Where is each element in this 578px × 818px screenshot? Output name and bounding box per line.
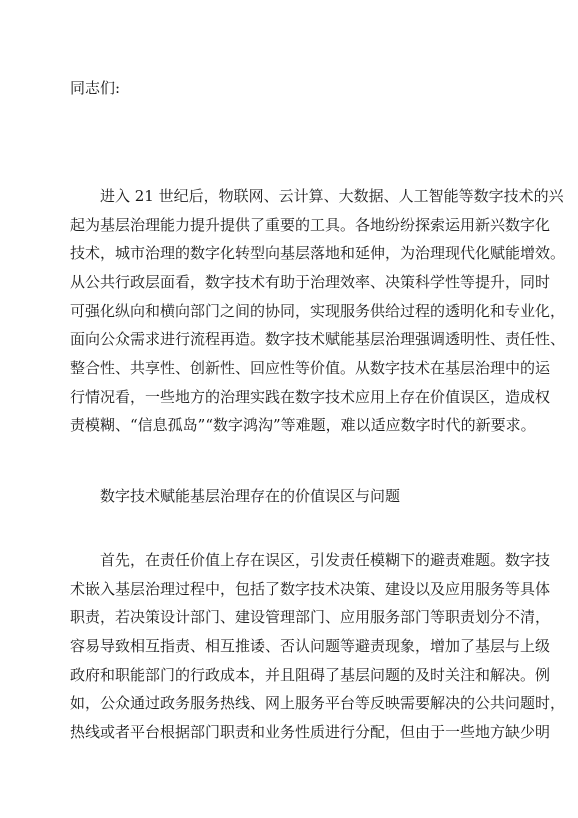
paragraph-line: 技术，城市治理的数字化转型向基层落地和延伸，为治理现代化赋能增效。	[70, 244, 566, 262]
paragraph-line: 如，公众通过政务服务热线、网上服务平台等反映需要解决的公共问题时，	[70, 694, 566, 712]
paragraph-line: 从公共行政层面看，数字技术有助于治理效率、决策科学性等提升，同时	[70, 273, 551, 291]
paragraph-line: 可强化纵向和横向部门之间的协同，实现服务供给过程的透明化和专业化，	[70, 302, 566, 320]
section-heading: 数字技术赋能基层治理存在的价值误区与问题	[100, 487, 401, 505]
salutation: 同志们:	[70, 79, 121, 97]
paragraph-line: 起为基层治理能力提升提供了重要的工具。各地纷纷探索运用新兴数字化	[70, 216, 551, 234]
paragraph-line: 行情况看，一些地方的治理实践在数字技术应用上存在价值误区，造成权	[70, 388, 551, 406]
paragraph-line: 首先，在责任价值上存在误区，引发责任模糊下的避责难题。数字技	[70, 551, 551, 569]
paragraph-line: 术嵌入基层治理过程中，包括了数字技术决策、建设以及应用服务等具体	[70, 580, 551, 598]
paragraph-line: 职责，若决策设计部门、建设管理部门、应用服务部门等职责划分不清，	[70, 608, 551, 626]
paragraph-line: 面向公众需求进行流程再造。数字技术赋能基层治理强调透明性、责任性、	[70, 330, 566, 348]
paragraph-line: 容易导致相互指责、相互推诿、否认问题等避责现象，增加了基层与上级	[70, 637, 551, 655]
paragraph-line: 进入 21 世纪后，物联网、云计算、大数据、人工智能等数字技术的兴	[70, 187, 564, 205]
paragraph-line: 热线或者平台根据部门职责和业务性质进行分配，但由于一些地方缺少明	[70, 723, 551, 741]
paragraph-line: 责模糊、“信息孤岛”“数字鸿沟”等难题，难以适应数字时代的新要求。	[70, 416, 536, 434]
paragraph-line: 整合性、共享性、创新性、回应性等价值。从数字技术在基层治理中的运	[70, 359, 551, 377]
paragraph-line: 政府和职能部门的行政成本，并且阻碍了基层问题的及时关注和解决。例	[70, 666, 551, 684]
